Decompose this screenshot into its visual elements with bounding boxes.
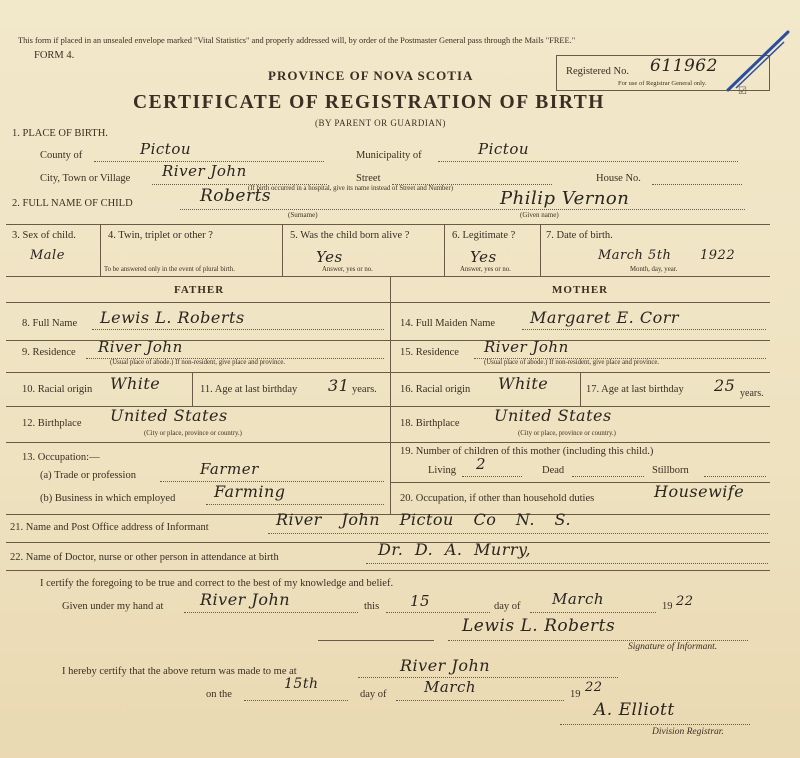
child-surname: Roberts [200, 186, 272, 206]
mother-children-label: 19. Number of children of this mother (including this child.) [400, 446, 654, 457]
this-label: this [364, 601, 380, 612]
stillborn-line [704, 476, 766, 477]
living-label: Living [428, 465, 456, 476]
given-month-value: March [552, 590, 605, 608]
father-age-unit: years. [352, 384, 377, 395]
division-registrar-caption: Division Registrar. [652, 727, 724, 737]
municipality-value: Pictou [478, 140, 530, 158]
father-name-label: 8. Full Name [22, 318, 78, 329]
twin-note: To be answered only in the event of plural birth. [104, 266, 235, 273]
street-label: Street [356, 173, 381, 184]
municipality-label: Municipality of [356, 150, 422, 161]
reg-month-line [396, 700, 564, 701]
given-name-caption: (Given name) [520, 211, 559, 219]
place-of-birth-label: 1. PLACE OF BIRTH. [12, 128, 108, 139]
postal-notice: This form if placed in an unsealed envelope marked "Vital Statistics" and properly addressed will, by order of the Postmaster General pass through the Mails "FREE." [18, 36, 576, 45]
mother-occupation-label: 20. Occupation, if other than household duties [400, 493, 595, 504]
father-age-label: 11. Age at last birthday [200, 384, 298, 395]
mother-age-label: 17. Age at last birthday [586, 384, 684, 395]
mother-residence-note: (Usual place of abode.) If non-resident, give place and province. [484, 359, 660, 366]
rule [6, 570, 770, 571]
father-trade-value: Farmer [200, 460, 259, 478]
rule [6, 442, 770, 443]
rule [6, 224, 770, 225]
informant-address-value: River John Pictou Co N. S. [276, 510, 572, 529]
certificate-subtitle: (BY PARENT OR GUARDIAN) [315, 118, 446, 128]
informant-address-line [268, 533, 768, 534]
father-residence-value: River John [98, 338, 183, 356]
father-business-value: Farming [214, 482, 286, 501]
father-birthplace-value: United States [110, 406, 228, 425]
registration-month-value: March [424, 678, 477, 696]
mother-birthplace-label: 18. Birthplace [400, 418, 460, 429]
city-label: City, Town or Village [40, 173, 131, 184]
father-birthplace-label: 12. Birthplace [22, 418, 82, 429]
registrar-signature-line [560, 724, 750, 725]
father-occupation-label: 13. Occupation:— [22, 452, 100, 463]
mother-name-value: Margaret E. Corr [530, 308, 680, 327]
form-number: FORM 4. [34, 50, 75, 61]
month-line [530, 612, 656, 613]
registrar-place-line [358, 677, 618, 678]
given-under-hand-label: Given under my hand at [62, 601, 164, 612]
given-place-value: River John [200, 590, 291, 609]
mother-birthplace-value: United States [494, 406, 612, 425]
dead-line [572, 476, 644, 477]
registrar-signature: A. Elliott [594, 700, 675, 720]
day-of-label: day of [494, 601, 521, 612]
mother-residence-value: River John [484, 338, 569, 356]
mother-name-label: 14. Full Maiden Name [400, 318, 496, 329]
mother-name-line [522, 329, 766, 330]
registrar-use-note: For use of Registrar General only. [618, 80, 707, 87]
year-prefix: 19 [662, 601, 673, 612]
signature-of-informant-caption: Signature of Informant. [628, 642, 718, 652]
informant-signature: Lewis L. Roberts [462, 616, 616, 636]
date-note: Month, day, year. [630, 266, 678, 273]
alive-value: Yes [316, 248, 343, 266]
father-age-value: 31 [328, 376, 350, 395]
surname-caption: (Surname) [288, 211, 318, 219]
twin-label: 4. Twin, triplet or other ? [108, 230, 213, 241]
alive-note: Answer, yes or no. [322, 266, 373, 273]
reg-year-prefix: 19 [570, 689, 581, 700]
alive-label: 5. Was the child born alive ? [290, 230, 410, 241]
date-of-birth-value: March 5th [598, 248, 672, 263]
svg-text:☑: ☑ [738, 86, 747, 97]
date-of-birth-label: 7. Date of birth. [546, 230, 613, 241]
doctor-value: Dr. D. A. Murry, [378, 540, 532, 559]
father-business-line [206, 504, 384, 505]
county-value: Pictou [140, 140, 192, 158]
city-value: River John [162, 162, 247, 180]
rule [580, 372, 581, 406]
informant-signature-line [448, 640, 748, 641]
father-birthplace-note: (City or place, province or country.) [144, 430, 242, 437]
doctor-line [366, 563, 768, 564]
mother-age-unit: years. [740, 388, 764, 399]
living-line [462, 476, 522, 477]
rule [390, 276, 391, 514]
father-header: FATHER [174, 284, 225, 296]
registration-year-value: 22 [585, 680, 603, 695]
doctor-label: 22. Name of Doctor, nurse or other person in attendance at birth [10, 552, 279, 563]
stillborn-label: Stillborn [652, 465, 689, 476]
legitimate-value: Yes [470, 248, 497, 266]
mother-occupation-value: Housewife [654, 482, 745, 501]
father-name-line [92, 329, 384, 330]
rule [540, 224, 541, 276]
given-place-line [184, 612, 358, 613]
registrar-statement: I hereby certify that the above return was made to me at [62, 666, 297, 677]
hospital-note: (If birth occurred in a hospital, give its name instead of Street and Number) [248, 185, 453, 192]
given-year-value: 22 [676, 594, 694, 609]
pencil-mark [724, 24, 794, 104]
father-business-label: (b) Business in which employed [40, 493, 176, 504]
father-name-value: Lewis L. Roberts [100, 308, 245, 327]
reg-day-line [244, 700, 348, 701]
child-name-line [180, 209, 745, 210]
registration-day-value: 15th [284, 676, 319, 692]
registered-label: Registered No. [566, 66, 629, 77]
house-line [652, 184, 742, 185]
day-line [386, 612, 490, 613]
child-given-name: Philip Vernon [500, 188, 630, 209]
rule [192, 372, 193, 406]
registered-number: 611962 [650, 56, 718, 76]
registrar-place-value: River John [400, 656, 491, 675]
informant-address-label: 21. Name and Post Office address of Informant [10, 522, 209, 533]
mother-birthplace-note: (City or place, province or country.) [518, 430, 616, 437]
mother-racial-value: White [498, 374, 549, 393]
child-name-label: 2. FULL NAME OF CHILD [12, 198, 133, 209]
mother-age-value: 25 [714, 376, 736, 395]
house-label: House No. [596, 173, 641, 184]
rule [100, 224, 101, 276]
legitimate-label: 6. Legitimate ? [452, 230, 516, 241]
dead-label: Dead [542, 465, 565, 476]
municipality-line [438, 161, 738, 162]
father-residence-label: 9. Residence [22, 347, 76, 358]
certify-statement: I certify the foregoing to be true and correct to the best of my knowledge and belief. [40, 578, 394, 589]
rule [282, 224, 283, 276]
sex-label: 3. Sex of child. [12, 230, 76, 241]
father-trade-label: (a) Trade or profession [40, 470, 136, 481]
signature-rule [318, 640, 434, 641]
sex-value: Male [30, 248, 65, 263]
rule [6, 276, 770, 277]
reg-day-of-label: day of [360, 689, 387, 700]
province-title: PROVINCE OF NOVA SCOTIA [268, 68, 474, 83]
mother-residence-label: 15. Residence [400, 347, 459, 358]
certificate-title: CERTIFICATE OF REGISTRATION OF BIRTH [133, 92, 605, 113]
living-value: 2 [476, 455, 487, 473]
legitimate-note: Answer, yes or no. [460, 266, 511, 273]
father-racial-label: 10. Racial origin [22, 384, 93, 395]
mother-racial-label: 16. Racial origin [400, 384, 471, 395]
rule [6, 372, 770, 373]
date-of-birth-year: 1922 [700, 248, 736, 263]
father-racial-value: White [110, 374, 161, 393]
given-day-value: 15 [410, 592, 431, 610]
father-residence-note: (Usual place of abode.) If non-resident, give place and province. [110, 359, 286, 366]
rule [444, 224, 445, 276]
mother-header: MOTHER [552, 284, 609, 296]
on-the-label: on the [206, 689, 232, 700]
rule [6, 302, 770, 303]
county-label: County of [40, 150, 83, 161]
